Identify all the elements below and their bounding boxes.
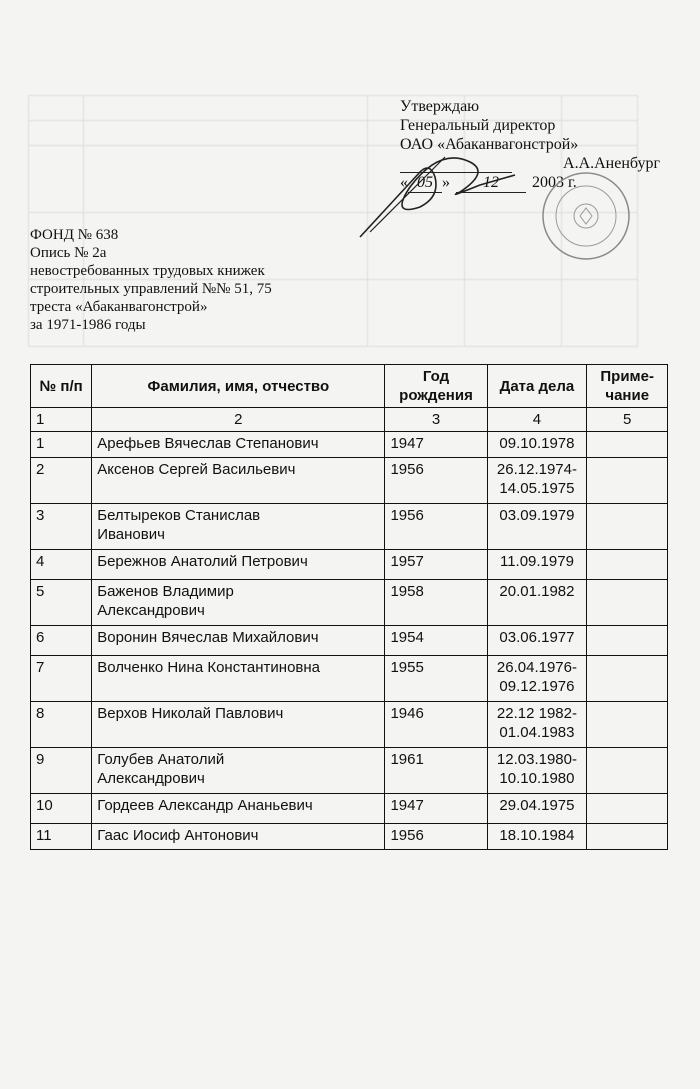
handwritten-signature (350, 137, 530, 247)
fund-info (30, 226, 272, 334)
birth-year: 1946 (385, 702, 487, 748)
colnum-5: 5 (587, 408, 668, 432)
person-name: Верхов Николай Павлович (92, 702, 385, 748)
row-number: 11 (31, 824, 92, 850)
birth-year: 1955 (385, 656, 487, 702)
person-name: Белтырекoв Станислав Иванович (92, 504, 385, 550)
row-number: 6 (31, 626, 92, 656)
approval-day: 05 (408, 173, 442, 193)
person-name: Гаас Иосиф Антонович (92, 824, 385, 850)
case-date: 26.12.1974- 14.05.1975 (487, 458, 587, 504)
table-row (31, 626, 668, 656)
row-number: 7 (31, 656, 92, 702)
row-number: 9 (31, 748, 92, 794)
case-date: 20.01.1982 (487, 580, 587, 626)
table-row (31, 432, 668, 458)
table-row (31, 656, 668, 702)
table-row (31, 824, 668, 850)
records-table (30, 364, 668, 850)
colnum-1: 1 (31, 408, 92, 432)
row-number: 8 (31, 702, 92, 748)
case-date: 09.10.1978 (487, 432, 587, 458)
note (587, 748, 668, 794)
note (587, 458, 668, 504)
colnum-2: 2 (92, 408, 385, 432)
approval-title: Утверждаю (400, 98, 480, 115)
birth-year: 1961 (385, 748, 487, 794)
table-row (31, 748, 668, 794)
header-note: Приме-чание (587, 365, 668, 408)
approval-date: « 05 » 12 2003 г. (400, 174, 577, 191)
row-number: 4 (31, 550, 92, 580)
note (587, 824, 668, 850)
note (587, 656, 668, 702)
note (587, 702, 668, 748)
case-date: 26.04.1976- 09.12.1976 (487, 656, 587, 702)
birth-year: 1956 (385, 458, 487, 504)
case-date: 11.09.1979 (487, 550, 587, 580)
approval-organization: ОАО «Абаканвагонстрой» (400, 136, 579, 153)
fund-description-2: строительных управлений №№ 51, 75 (30, 281, 272, 297)
header-name: Фамилия, имя, отчество (92, 365, 385, 408)
person-name: Баженов Владимир Александрович (92, 580, 385, 626)
row-number: 10 (31, 794, 92, 824)
birth-year: 1947 (385, 794, 487, 824)
note (587, 504, 668, 550)
header-number: № п/п (31, 365, 92, 408)
fund-number: ФОНД № 638 (30, 227, 119, 243)
approval-month: 12 (456, 173, 526, 193)
person-name: Воронин Вячеслав Михайлович (92, 626, 385, 656)
row-number: 1 (31, 432, 92, 458)
birth-year: 1957 (385, 550, 487, 580)
note (587, 794, 668, 824)
table-row (31, 794, 668, 824)
table-row (31, 702, 668, 748)
header-birth-year: Год рождения (385, 365, 487, 408)
table-row (31, 580, 668, 626)
note (587, 580, 668, 626)
table-row (31, 504, 668, 550)
note (587, 626, 668, 656)
person-name: Голубев Анатолий Александрович (92, 748, 385, 794)
table-row (31, 550, 668, 580)
birth-year: 1956 (385, 504, 487, 550)
header-case-date: Дата дела (487, 365, 587, 408)
birth-year: 1947 (385, 432, 487, 458)
approval-position: Генеральный директор (400, 117, 556, 134)
case-date: 03.09.1979 (487, 504, 587, 550)
table-header-row (31, 365, 668, 408)
case-date: 29.04.1975 (487, 794, 587, 824)
inventory-number: Опись № 2а (30, 245, 107, 261)
colnum-3: 3 (385, 408, 487, 432)
table-row (31, 458, 668, 504)
person-name: Арефьев Вячеслав Степанович (92, 432, 385, 458)
note (587, 432, 668, 458)
case-date: 18.10.1984 (487, 824, 587, 850)
case-date: 12.03.1980- 10.10.1980 (487, 748, 587, 794)
fund-description-1: невостребованных трудовых книжек (30, 263, 265, 279)
colnum-4: 4 (487, 408, 587, 432)
person-name: Аксенов Сергей Васильевич (92, 458, 385, 504)
table-body (31, 432, 668, 850)
fund-description-3: треста «Абаканвагонстрой» (30, 299, 208, 315)
approval-signer: А.А.Аненбург (563, 155, 660, 172)
person-name: Гордеев Александр Ананьевич (92, 794, 385, 824)
row-number: 5 (31, 580, 92, 626)
birth-year: 1956 (385, 824, 487, 850)
person-name: Волченко Нина Константиновна (92, 656, 385, 702)
approval-year: 2003 г. (532, 174, 577, 191)
birth-year: 1954 (385, 626, 487, 656)
case-date: 03.06.1977 (487, 626, 587, 656)
birth-year: 1958 (385, 580, 487, 626)
organization-stamp (540, 170, 632, 262)
column-number-row (31, 408, 668, 432)
note (587, 550, 668, 580)
fund-period: за 1971-1986 годы (30, 317, 146, 333)
case-date: 22.12 1982- 01.04.1983 (487, 702, 587, 748)
row-number: 2 (31, 458, 92, 504)
person-name: Бережнов Анатолий Петрович (92, 550, 385, 580)
row-number: 3 (31, 504, 92, 550)
